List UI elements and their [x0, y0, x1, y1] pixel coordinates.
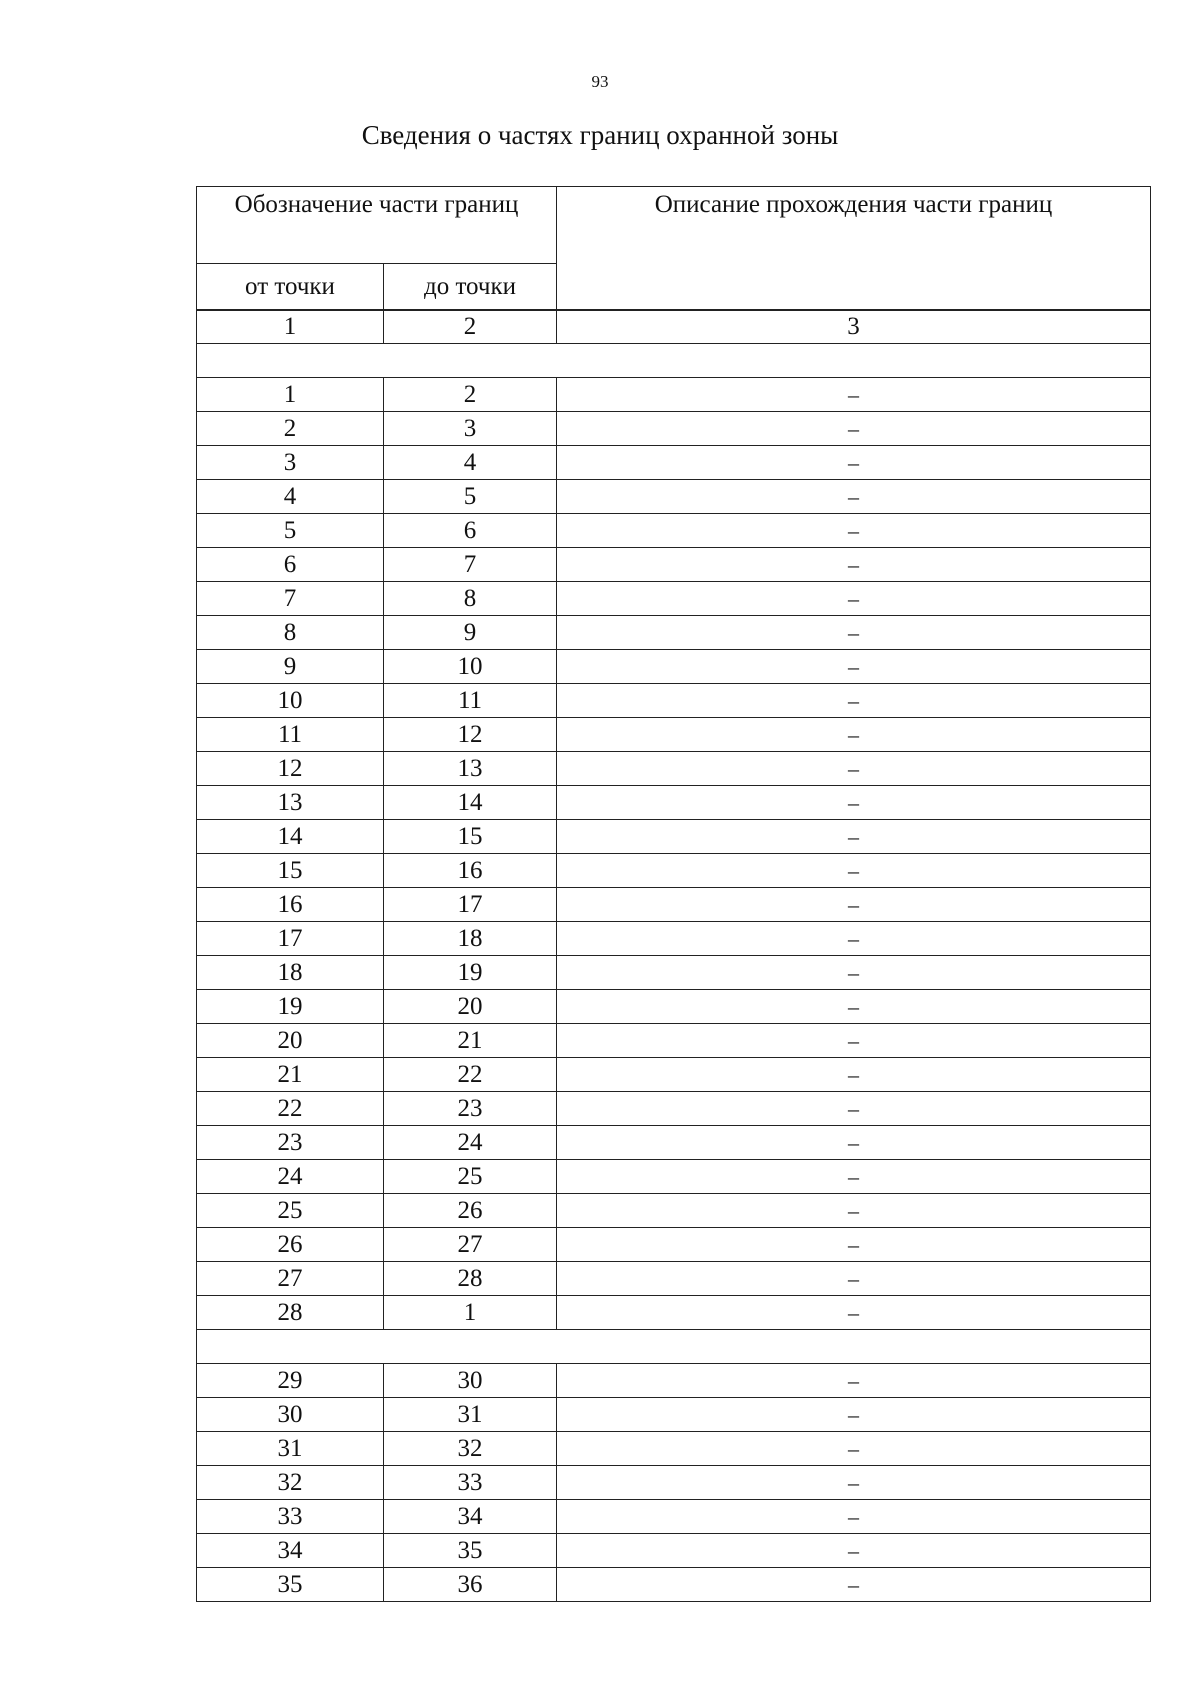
to-point-cell: 22: [384, 1058, 557, 1092]
from-point-cell: 22: [197, 1092, 384, 1126]
from-point-cell: 16: [197, 888, 384, 922]
from-point-cell: 27: [197, 1262, 384, 1296]
to-point-cell: 10: [384, 650, 557, 684]
header-description-label: Описание прохождения части границ: [557, 187, 1151, 311]
header-from-label: от точки: [197, 264, 384, 311]
from-point-cell: 31: [197, 1432, 384, 1466]
to-point-cell: 15: [384, 820, 557, 854]
table-row: [197, 1058, 1151, 1092]
description-cell: –: [557, 820, 1151, 854]
to-point-cell: 30: [384, 1364, 557, 1398]
to-point-cell: 3: [384, 412, 557, 446]
table-row: [197, 922, 1151, 956]
description-cell: –: [557, 1568, 1151, 1602]
to-point-cell: 6: [384, 514, 557, 548]
table-row: [197, 1500, 1151, 1534]
to-point-cell: 9: [384, 616, 557, 650]
to-point-cell: 18: [384, 922, 557, 956]
table-row: [197, 616, 1151, 650]
table-row: [197, 684, 1151, 718]
page-number: 93: [591, 72, 609, 91]
to-point-cell: 21: [384, 1024, 557, 1058]
table-header: [196, 186, 1151, 311]
section-separator-cell: [197, 344, 1151, 378]
column-number-cell: 3: [557, 310, 1151, 344]
table-row: [197, 446, 1151, 480]
to-point-cell: 32: [384, 1432, 557, 1466]
from-point-cell: 6: [197, 548, 384, 582]
description-cell: –: [557, 480, 1151, 514]
description-cell: –: [557, 1398, 1151, 1432]
to-point-cell: 28: [384, 1262, 557, 1296]
to-point-cell: 11: [384, 684, 557, 718]
to-point-cell: 25: [384, 1160, 557, 1194]
description-cell: –: [557, 514, 1151, 548]
table-row: [197, 888, 1151, 922]
description-cell: –: [557, 1364, 1151, 1398]
to-point-cell: 31: [384, 1398, 557, 1432]
table-row: [197, 820, 1151, 854]
table-row: [197, 718, 1151, 752]
description-cell: –: [557, 1262, 1151, 1296]
description-cell: –: [557, 548, 1151, 582]
from-point-cell: 15: [197, 854, 384, 888]
from-point-cell: 8: [197, 616, 384, 650]
header-group-label: Обозначение части границ: [197, 187, 557, 264]
table-row: [197, 1398, 1151, 1432]
description-cell: –: [557, 1534, 1151, 1568]
header-to-label: до точки: [384, 264, 557, 311]
to-point-cell: 19: [384, 956, 557, 990]
table-row: [197, 650, 1151, 684]
table-row: [197, 514, 1151, 548]
to-point-cell: 33: [384, 1466, 557, 1500]
table-row: [197, 990, 1151, 1024]
description-cell: –: [557, 752, 1151, 786]
table-row: [197, 582, 1151, 616]
section-separator-row: [197, 1330, 1151, 1364]
column-number-cell: 1: [197, 310, 384, 344]
description-cell: –: [557, 718, 1151, 752]
from-point-cell: 32: [197, 1466, 384, 1500]
from-point-cell: 30: [197, 1398, 384, 1432]
description-cell: –: [557, 1500, 1151, 1534]
description-cell: –: [557, 956, 1151, 990]
description-cell: –: [557, 1194, 1151, 1228]
to-point-cell: 14: [384, 786, 557, 820]
description-cell: –: [557, 786, 1151, 820]
table-row: [197, 854, 1151, 888]
table-row: [197, 1092, 1151, 1126]
table-row: [197, 548, 1151, 582]
description-cell: –: [557, 446, 1151, 480]
description-cell: –: [557, 378, 1151, 412]
from-point-cell: 17: [197, 922, 384, 956]
from-point-cell: 29: [197, 1364, 384, 1398]
table-row: [197, 378, 1151, 412]
table-row: [197, 1432, 1151, 1466]
table-row: [197, 1228, 1151, 1262]
table-row: [197, 412, 1151, 446]
to-point-cell: 34: [384, 1500, 557, 1534]
from-point-cell: 12: [197, 752, 384, 786]
from-point-cell: 13: [197, 786, 384, 820]
description-cell: –: [557, 412, 1151, 446]
to-point-cell: 12: [384, 718, 557, 752]
to-point-cell: 24: [384, 1126, 557, 1160]
from-point-cell: 3: [197, 446, 384, 480]
to-point-cell: 20: [384, 990, 557, 1024]
table-row: [197, 1364, 1151, 1398]
from-point-cell: 21: [197, 1058, 384, 1092]
table-row: [197, 1466, 1151, 1500]
table-row: [197, 752, 1151, 786]
from-point-cell: 25: [197, 1194, 384, 1228]
description-cell: –: [557, 1160, 1151, 1194]
from-point-cell: 5: [197, 514, 384, 548]
to-point-cell: 16: [384, 854, 557, 888]
from-point-cell: 7: [197, 582, 384, 616]
to-point-cell: 23: [384, 1092, 557, 1126]
table-row: [197, 1568, 1151, 1602]
table-row: [197, 1024, 1151, 1058]
description-cell: –: [557, 650, 1151, 684]
to-point-cell: 8: [384, 582, 557, 616]
description-cell: –: [557, 1024, 1151, 1058]
description-cell: –: [557, 616, 1151, 650]
description-cell: –: [557, 1126, 1151, 1160]
boundary-table: [196, 309, 1151, 1602]
from-point-cell: 23: [197, 1126, 384, 1160]
from-point-cell: 1: [197, 378, 384, 412]
description-cell: –: [557, 854, 1151, 888]
description-cell: –: [557, 888, 1151, 922]
to-point-cell: 35: [384, 1534, 557, 1568]
table-row: [197, 1194, 1151, 1228]
description-cell: –: [557, 990, 1151, 1024]
table-row: [197, 1160, 1151, 1194]
section-separator-cell: [197, 1330, 1151, 1364]
to-point-cell: 1: [384, 1296, 557, 1330]
from-point-cell: 26: [197, 1228, 384, 1262]
to-point-cell: 13: [384, 752, 557, 786]
table-row: [197, 786, 1151, 820]
from-point-cell: 28: [197, 1296, 384, 1330]
to-point-cell: 5: [384, 480, 557, 514]
from-point-cell: 10: [197, 684, 384, 718]
description-cell: –: [557, 1296, 1151, 1330]
from-point-cell: 35: [197, 1568, 384, 1602]
description-cell: –: [557, 582, 1151, 616]
table-row: [197, 1126, 1151, 1160]
to-point-cell: 26: [384, 1194, 557, 1228]
to-point-cell: 7: [384, 548, 557, 582]
from-point-cell: 19: [197, 990, 384, 1024]
from-point-cell: 4: [197, 480, 384, 514]
table-row: [197, 1262, 1151, 1296]
from-point-cell: 9: [197, 650, 384, 684]
table-row: [197, 1296, 1151, 1330]
column-number-cell: 2: [384, 310, 557, 344]
description-cell: –: [557, 684, 1151, 718]
from-point-cell: 11: [197, 718, 384, 752]
from-point-cell: 14: [197, 820, 384, 854]
description-cell: –: [557, 922, 1151, 956]
description-cell: –: [557, 1432, 1151, 1466]
to-point-cell: 17: [384, 888, 557, 922]
column-numbers-row: [197, 310, 1151, 344]
to-point-cell: 27: [384, 1228, 557, 1262]
description-cell: –: [557, 1228, 1151, 1262]
section-separator-row: [197, 344, 1151, 378]
to-point-cell: 2: [384, 378, 557, 412]
from-point-cell: 34: [197, 1534, 384, 1568]
page-title: Сведения о частях границ охранной зоны: [361, 120, 839, 150]
to-point-cell: 4: [384, 446, 557, 480]
description-cell: –: [557, 1466, 1151, 1500]
description-cell: –: [557, 1092, 1151, 1126]
table-row: [197, 1534, 1151, 1568]
from-point-cell: 20: [197, 1024, 384, 1058]
description-cell: –: [557, 1058, 1151, 1092]
from-point-cell: 18: [197, 956, 384, 990]
table-row: [197, 480, 1151, 514]
from-point-cell: 33: [197, 1500, 384, 1534]
from-point-cell: 2: [197, 412, 384, 446]
to-point-cell: 36: [384, 1568, 557, 1602]
from-point-cell: 24: [197, 1160, 384, 1194]
table-row: [197, 956, 1151, 990]
